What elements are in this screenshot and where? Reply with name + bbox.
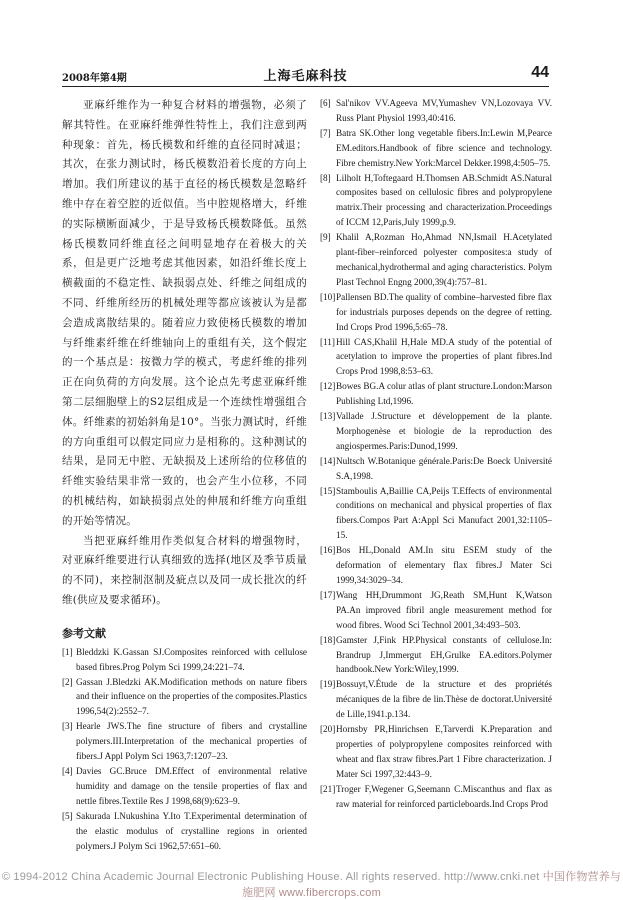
reference-number: [7] (320, 127, 331, 138)
body-paragraph-2: 当把亚麻纤维用作类似复合材料的增强物时，对亚麻纤维要进行认真细致的选择(地区及季节质量的不同)，来控制沤制及疵点以及同一成长批次的纤维(供应及要求循环)。 (62, 534, 307, 606)
reference-item (320, 290, 552, 335)
reference-text: Vallade J.Structure et développement de la plante. Morphogenèse et biologie de la reproduction des angiospermes.Paris:Dunod,1999. (336, 411, 552, 451)
reference-number: [4] (62, 765, 73, 776)
reference-number: [17] (320, 589, 336, 600)
reference-number: [19] (320, 679, 336, 690)
reference-text: Nultsch W.Botanique générale.Paris:De Boeck Université S.A,1998. (336, 455, 552, 481)
reference-item (320, 335, 552, 380)
reference-number: [21] (320, 783, 336, 794)
reference-number: [8] (320, 172, 331, 183)
reference-text: Bos HL,Donald AM.In situ ESEM study of the deformation of elementary flax fibres.J Mater Sci 1999,34:3029–34. (336, 545, 552, 585)
reference-item (320, 782, 552, 812)
page-footer (0, 868, 623, 900)
reference-item (320, 454, 552, 484)
reference-number: [12] (320, 381, 336, 392)
references-list-right (320, 96, 552, 812)
reference-item (320, 677, 552, 722)
copyright-notice: © 1994-2012 China Academic Journal Electronic Publishing House. All rights reserved. http://www.cnki.net (1, 871, 540, 883)
reference-item (320, 484, 552, 544)
reference-number: [18] (320, 634, 336, 645)
reference-text: Gassan J.Bledzki AK.Modification methods on nature fibers and their influence on the properties of the composites.Plastics 1996,54(2):2552–7. (76, 676, 307, 717)
watermark-text: 中国作物营养与施肥网 www.fibercrops.com (242, 871, 622, 899)
reference-item (320, 722, 552, 782)
reference-item (320, 96, 552, 126)
reference-item (320, 379, 552, 409)
reference-number: [10] (320, 291, 336, 302)
journal-title: 上海毛麻科技 (263, 69, 348, 84)
reference-text: Batra SK.Other long vegetable fibers.In:Lewin M,Pearce EM.editors.Handbook of fibre science and technology. Fibre chemistry.New York:Marcel Dekker.1998,4:505–75. (336, 127, 552, 168)
reference-number: [14] (320, 455, 336, 466)
reference-text: Stamboulis A,Baillie CA,Peijs T.Effects of environmental conditions on mechanical and physical properties of flax fibers.Compos Part A:Appl Sci Manufact 2001,32:1105–15. (336, 485, 552, 541)
reference-number: [16] (320, 545, 336, 556)
reference-item (62, 764, 307, 809)
body-paragraph-1: 亚麻纤维作为一种复合材料的增强物，必须了解其特性。在亚麻纤维弹性特性上，我们注意到两种现象：首先，杨氏模数和纤维的直径同时减退；其次，在张力测试时，杨氏模数沿着长度的方向上增加。我们所建议的基于直径的杨氏模数是忽略纤维中存在着空腔的近似值。当中腔规格增大，纤维的实际横断面减少，于是导致杨氏模数降低。虽然杨氏模数同纤维直径之间明显地存在着极大的关系，但是更广泛地考虑其他因素，如沿纤维长度上横截面的不稳定性、缺损弱点处、纤维之间组成的不同、纤维所经历的机械处理等都应该被认为是都会造成离散结果的。随着应力致使杨氏模数的增加与纤维素纤维在纤维轴向上的重组有关，这个假定的一个基点是：按微力学的模式，考虑纤维的排列正在向负荷的方向发展。这个论点先考虑亚麻纤维第二层细胞壁上的S2层组成是一个连续性增强组合体。纤维素的初始斜角是10°。当张力测试时，纤维的方向重组可以假定同应力是相称的。这种测试的结果，是同无中腔、无缺损及上述所给的位移值的纤维实验结果非常一致的，也会产生小位移，不同的机械结构，如缺损弱点处的伸展和纤维方向重组的开始等情况。 (62, 99, 307, 527)
reference-number: [3] (62, 721, 73, 732)
reference-number: [1] (62, 646, 73, 657)
reference-text: Wang HH,Drummont JG,Reath SM,Hunt K,Watson PA.An improved fibril angle measurement method for wood fibres. Wood Sci Technol 2001,34:493–503. (336, 589, 552, 630)
reference-text: Troger F,Wegener G,Seemann C.Miscanthus and flax as raw material for reinforced particleboards.Ind Crops Prod (336, 783, 552, 809)
issue-label: 2008年第4期 (62, 73, 127, 84)
reference-text: Bossuyt,V.Étude de la structure et des propriétés mécaniques de la fibre de lin.Thèse de doctorat.Université de Lille,1941.p.134. (336, 679, 552, 720)
reference-number: [2] (62, 676, 73, 687)
page-number: 44 (531, 64, 549, 81)
right-column (320, 96, 552, 812)
reference-number: [20] (320, 724, 336, 735)
reference-item (320, 543, 552, 588)
reference-item (320, 171, 552, 231)
page-header (62, 64, 549, 87)
reference-text: Gamster J,Fink HP.Physical constants of cellulose.In: Brandrup J,Immergut EH,Grulke EA.editors.Polymer handbook.New York:Wiley,1999. (336, 634, 552, 675)
reference-number: [9] (320, 232, 331, 243)
reference-item (320, 633, 552, 678)
reference-item (320, 230, 552, 290)
reference-text: Bowes BG.A colur atlas of plant structure.London:Marson Publishing Ltd,1996. (336, 381, 552, 407)
left-column (62, 96, 307, 853)
reference-text: Khalil A,Rozman Ho,Ahmad NN,Ismail H.Acetylated plant-fiber–reinforced polyester composites:a study of mechanical,hydrothermal and aging characteristics. Polym Plast Technol Engng 2000,39(4):757–81. (336, 232, 552, 287)
reference-item (320, 126, 552, 171)
reference-item (62, 719, 307, 764)
reference-item (62, 675, 307, 720)
reference-item (62, 645, 307, 675)
reference-text: Hornsby PR,Hinrichsen E,Tarverdi K.Preparation and properties of polypropylene composites reinforced with wheat and flax straw fibres.Part 1 Fibre characterization. J Mater Sci 1997,32:443–9. (336, 724, 552, 779)
reference-number: [15] (320, 485, 336, 496)
reference-text: Pallensen BD.The quality of combine–harvested fibre flax for industrials purposes depends on the degree of retting. Ind Crops Prod 1996,5:65–78. (336, 291, 552, 332)
reference-number: [11] (320, 336, 335, 347)
reference-text: Hill CAS,Khalil H,Hale MD.A study of the potential of acetylation to improve the properties of plant fibres.Ind Crops Prod 1998,8:53–63. (336, 336, 552, 377)
reference-number: [6] (320, 98, 331, 108)
reference-number: [13] (320, 411, 336, 422)
references-heading: 参考文献 (62, 626, 106, 640)
reference-text: Davies GC.Bruce DM.Effect of environmental relative humidity and damage on the tensile properties of flax and nettle fibres.Textile Res J 1998,68(9):623–9. (76, 765, 307, 806)
reference-item (320, 409, 552, 454)
reference-text: Bleddzki K.Gassan SJ.Composites reinforced with cellulose based fibres.Prog Polym Sci 1999,24:221–74. (76, 646, 307, 672)
reference-text: Hearle JWS.The fine structure of fibers and crystalline polymers.III.Interpretation of the mechanical properties of fibers.J Appl Polym Sci 1963,7:1207–23. (76, 721, 307, 762)
reference-text: Sakurada I.Nukushina Y.Ito T.Experimental determination of the elastic modulus of crystalline regions in oriented polymers.J Polym Sci 1962,57:651–60. (76, 810, 307, 851)
references-list-left (62, 645, 307, 854)
reference-item (62, 809, 307, 854)
reference-text: Sal'nikov VV.Ageeva MV,Yumashev VN,Lozovaya VV. Russ Plant Physiol 1993,40:416. (336, 98, 552, 123)
reference-number: [5] (62, 810, 73, 821)
reference-text: Lilholt H,Toftegaard H.Thomsen AB.Schmidt AS.Natural composites based on cellulosic fibres and polypropylene matrix.Their processing and characterization.Proceedings of ICCM 12,Paris,July 1999,p.9. (336, 172, 552, 228)
reference-item (320, 588, 552, 633)
